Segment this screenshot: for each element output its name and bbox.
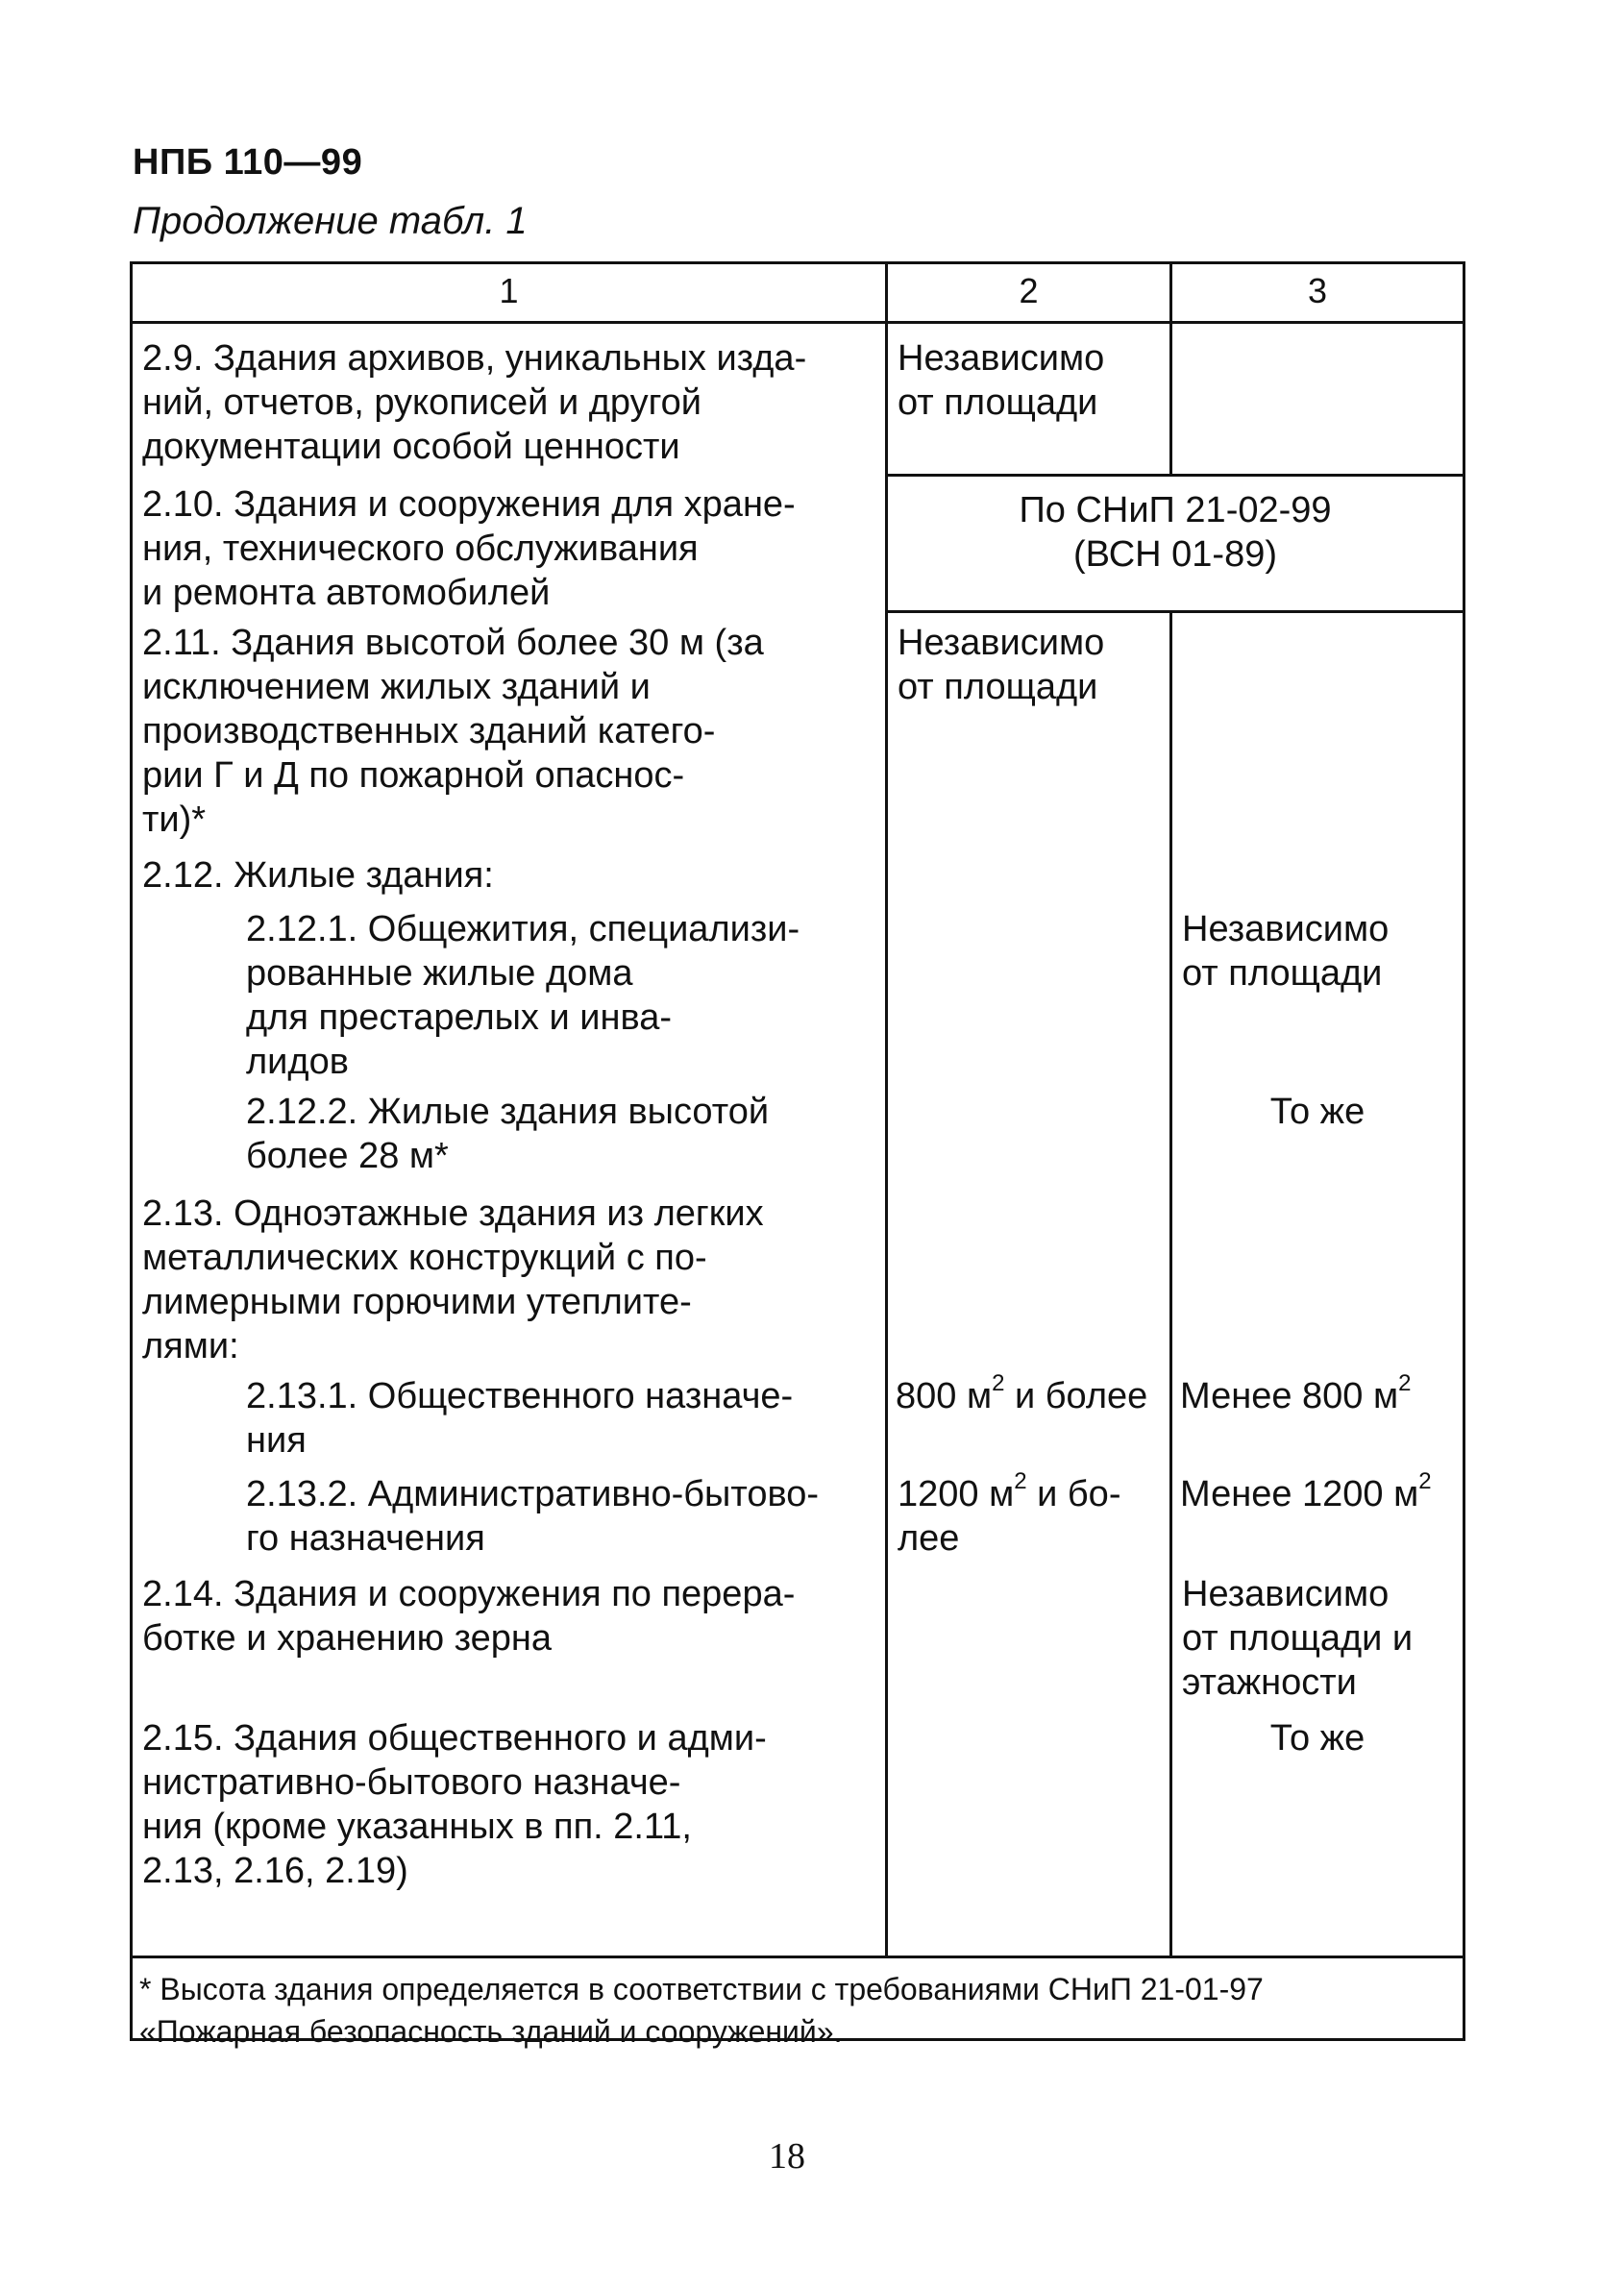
row-2-13-1-description: 2.13.1. Общественного назначе- ния	[246, 1376, 794, 1461]
row-2-13-1-area-condition: 800 $м^2$ и более	[896, 1370, 1148, 1416]
row-2-12-2-description: 2.12.2. Жилые здания высотой более 28 м*	[246, 1092, 770, 1176]
column-header-3: 3	[1307, 271, 1328, 310]
row-2-13-2-storey-condition: Менее 1200 $м^2$	[1180, 1468, 1432, 1514]
row-2-12-1-description: 2.12.1. Общежития, специализи- рованные жилые дома для престарелых и инва- лидов	[246, 909, 800, 1082]
row-2-11-area-condition: Независимо от площади	[898, 623, 1105, 707]
doc-code: НПБ 110—99	[133, 142, 363, 183]
row-2-11-description: 2.11. Здания высотой более 30 м (за исключением жилых зданий и производственных зданий катего- рии Г и Д по пожарной опаснос- ти)*	[142, 623, 764, 840]
table-caption: Продолжение табл. 1	[133, 200, 528, 242]
column-header-1: 1	[499, 271, 519, 310]
row-2-12-description: 2.12. Жилые здания:	[142, 855, 494, 896]
row-2-9-rule-col2-3	[887, 474, 1465, 477]
row-2-9-area-condition: Независимо от площади	[898, 338, 1105, 423]
footnote-rule	[130, 1956, 1465, 1958]
row-2-14-description: 2.14. Здания и сооружения по перера- ботке и хранению зерна	[142, 1574, 796, 1659]
row-2-13-description: 2.13. Одноэтажные здания из легких металлических конструкций с по- лимерными горючими утеплите- лями:	[142, 1193, 764, 1366]
table-footnote: * Высота здания определяется в соответствии с требованиями СНиП 21-01-97 «Пожарная безопасность зданий и сооружений».	[139, 1972, 1264, 2049]
row-2-15-description: 2.15. Здания общественного и адми- нистративно-бытового назначе- ния (кроме указанных в пп. 2.11, 2.13, 2.16, 2.19)	[142, 1718, 767, 1891]
page-number: 18	[769, 2136, 805, 2177]
row-2-13-2-description: 2.13.2. Административно-бытово- го назначения	[246, 1474, 820, 1559]
row-2-10-reference: По СНиП 21-02-99 (ВСН 01-89)	[1019, 490, 1332, 575]
column-header-2: 2	[1019, 271, 1039, 310]
row-2-13-1-storey-condition: Менее 800 $м^2$	[1180, 1370, 1412, 1416]
row-2-12-1-storey-condition: Независимо от площади	[1182, 909, 1390, 994]
row-2-12-2-storey-condition: То же	[1269, 1092, 1366, 1132]
row-2-10-description: 2.10. Здания и сооружения для хране- ния, технического обслуживания и ремонта автомобилей	[142, 484, 796, 613]
row-2-9-description: 2.9. Здания архивов, уникальных изда- ний, отчетов, рукописей и другой документации особой ценности	[142, 338, 807, 467]
row-2-10-rule-col2-3	[887, 610, 1465, 613]
row-2-15-storey-condition: То же	[1269, 1718, 1366, 1759]
row-2-13-2-area-condition: 1200 $м^2$ и бо- лее	[898, 1468, 1121, 1559]
row-2-14-storey-condition: Независимо от площади и этажности	[1182, 1574, 1414, 1703]
header-rule	[130, 321, 1465, 324]
